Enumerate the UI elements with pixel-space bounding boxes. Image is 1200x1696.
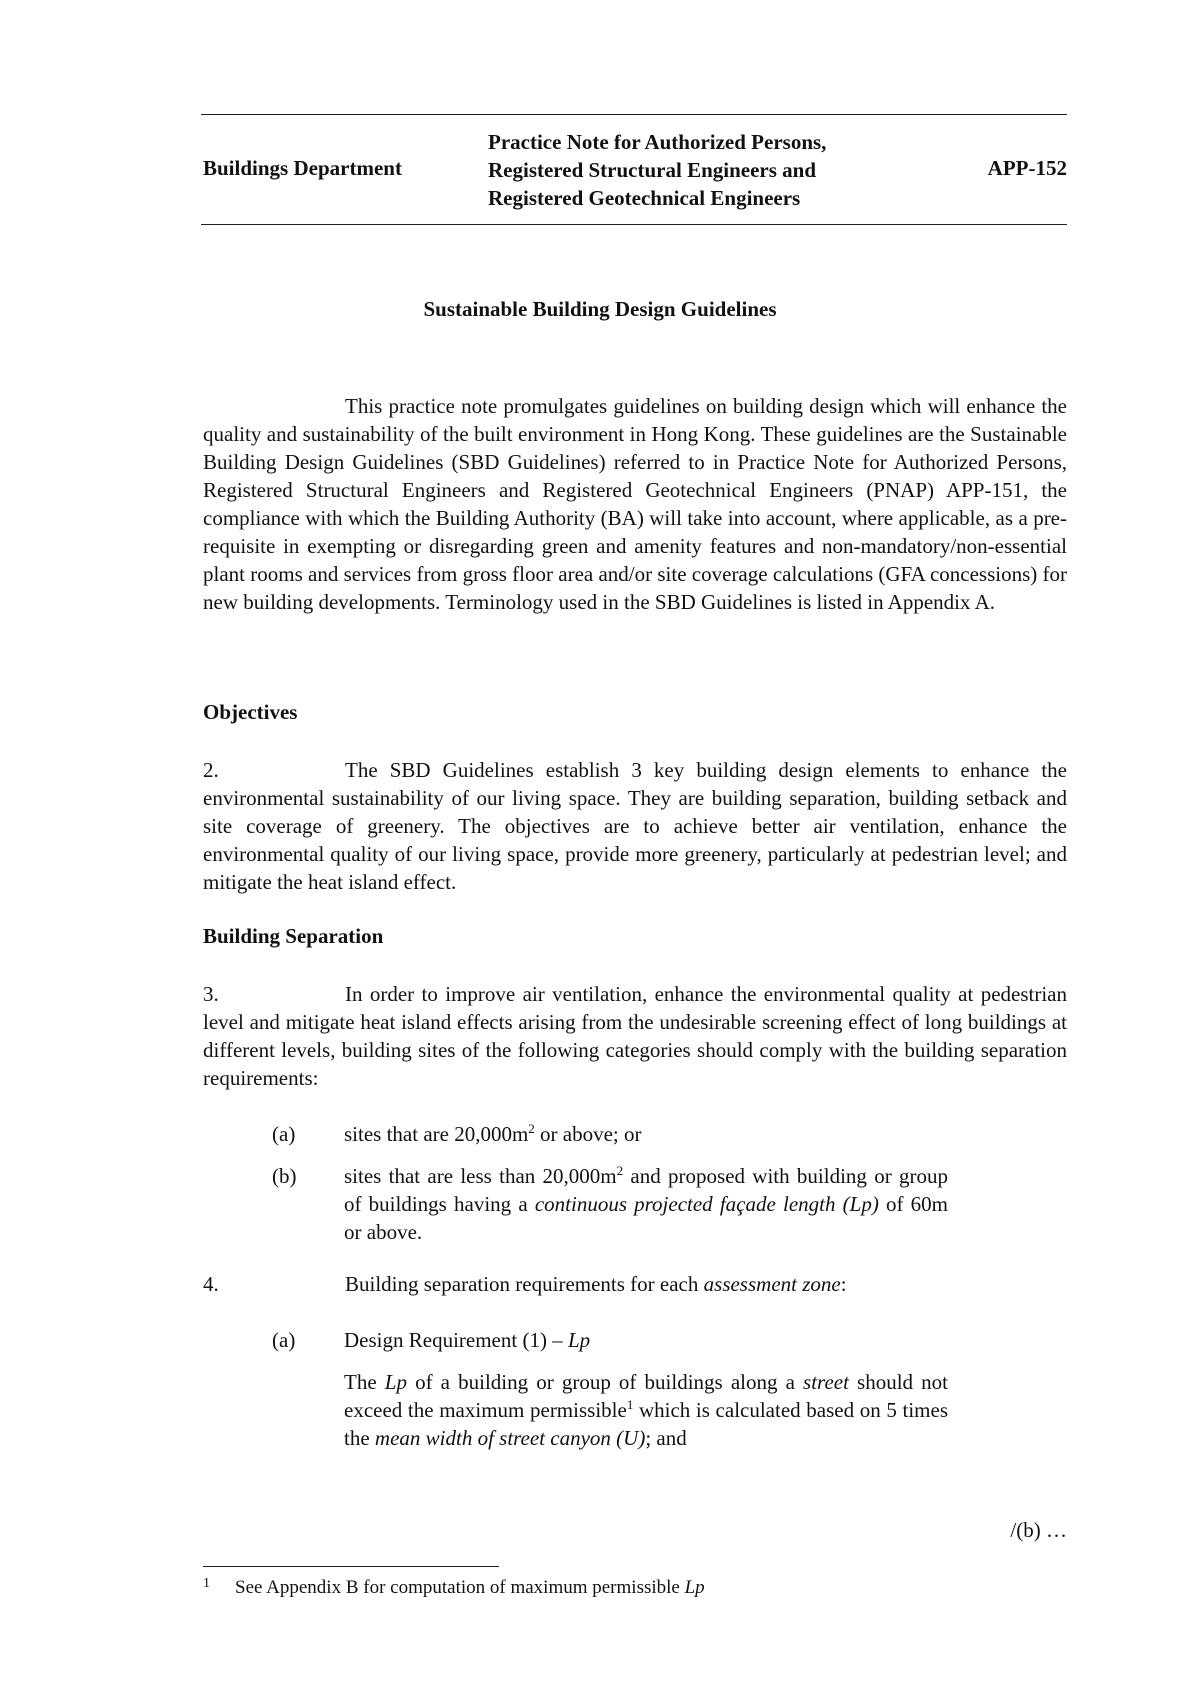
footnote-number: 1	[203, 1576, 210, 1591]
building-separation-heading: Building Separation	[203, 924, 384, 948]
objectives-heading: Objectives	[203, 700, 298, 724]
header-bottom-rule	[201, 224, 1067, 225]
list-item-4a-body: The Lp of a building or group of buildings along a street should not exceed the maximum permissible$^1$ which is calculated based on 5 times the mean width of street canyon (U); and	[344, 1370, 949, 1450]
practice-note-title: Practice Note for Authorized Persons, Registered Structural Engineers and Registered Geotechnical Engineers	[488, 130, 827, 210]
paragraph-2: 2. The SBD Guidelines establish 3 key building design elements to enhance the environmental sustainability of our living space. They are building separation, building setback and site coverage of greenery. The objectives are to achieve better air ventilation, enhance the environmental quality of our living space, provide more greenery, particularly at pedestrian level; and mitigate the heat island effect.	[203, 758, 1067, 894]
paragraph-4: 4. Building separation requirements for each assessment zone:	[203, 1272, 847, 1296]
continued-marker: /(b) …	[1010, 1518, 1067, 1542]
header-top-rule	[201, 114, 1067, 115]
footnote-rule	[203, 1566, 499, 1567]
list-item-4a-title: (a) Design Requirement (1) – Lp	[272, 1328, 591, 1352]
paragraph-1: This practice note promulgates guidelines on building design which will enhance the quality and sustainability of the built environment in Hong Kong. These guidelines are the Sustainable Building Design Guidelines (SBD Guidelines) referred to in Practice Note for Authorized Persons, Registered Structural Engineers and Registered Geotechnical Engineers (PNAP) APP-151, the compliance with which the Building Authority (BA) will take into account, where applicable, as a pre-requisite in exempting or disregarding green and amenity features and non-mandatory/non-essential plant rooms and services from gross floor area and/or site coverage calculations (GFA concessions) for new building developments. Terminology used in the SBD Guidelines is listed in Appendix A.	[203, 394, 1067, 614]
document-code: APP-152	[987, 156, 1067, 180]
paragraph-3: 3. In order to improve air ventilation, enhance the environmental quality at pedestrian level and mitigate heat island effects arising from the undesirable screening effect of long buildings at different levels, building sites of the following categories should comply with the building separation requirements:	[203, 982, 1067, 1090]
list-item-3a: (a) sites that are $20,000m^2$ or above; or	[272, 1121, 642, 1146]
list-item-3b: (b) sites that are less than $20,000m^2$ and proposed with building or group of buildings having a continuous projected façade length (Lp) of 60m or above.	[272, 1163, 948, 1244]
page-title: Sustainable Building Design Guidelines	[423, 297, 777, 321]
department-name: Buildings Department	[203, 156, 402, 180]
document-page: Buildings Department Practice Note for Authorized Persons, Registered Structural Engineers and Registered Geotechnical Engineers APP-152 Sustainable Building Design Guidelines This practice note promulgates guidelines on building design which will enhance the quality and sustainability of the built environment in Hong Kong. These guidelines are the Sustainable Building Design Guidelines (SBD Guidelines) referred to in Practice Note for Authorized Persons, Registered Structural Engineers and Registered Geotechnical Engineers (PNAP) APP-151, the compliance with which the Building Authority (BA) will take into account, where applicable, as a pre-requisite in exempting or disregarding green and amenity features and non-mandatory/non-essential plant rooms and services from gross floor area and/or site coverage calculations (GFA concessions) for new building developments. Terminology used in the SBD Guidelines is listed in Appendix A. Objectives 2. The SBD Guidelines establish 3 key building design elements to enhance the environmental sustainability of our living space. They are building separation, building setback and site coverage of greenery. The objectives are to achieve better air ventilation, enhance the environmental quality of our living space, provide more greenery, particularly at pedestrian level; and mitigate the heat island effect. Building Separation 3. In order to improve air ventilation, enhance the environmental quality at pedestrian level and mitigate heat island effects arising from the undesirable screening effect of long buildings at different levels, building sites of the following categories should comply with the building separation requirements: (a) sites that are $20,000m^2$ or above; or (b) sites that are less than $20,000m^2$ and proposed with building or group of buildings having a continuous projected façade length (Lp) of 60m or above. 4. Building separation requirements for each assessment zone: (a) Design Requirement (1) – Lp The Lp of a building or group of buildings along a street should not exceed the maximum permissible$^1$ which is calculated based on 5 times the mean width of street canyon (U); and /(b) … 1 See Appendix B for computation of maximum permissible Lp	[0, 0, 1200, 1696]
